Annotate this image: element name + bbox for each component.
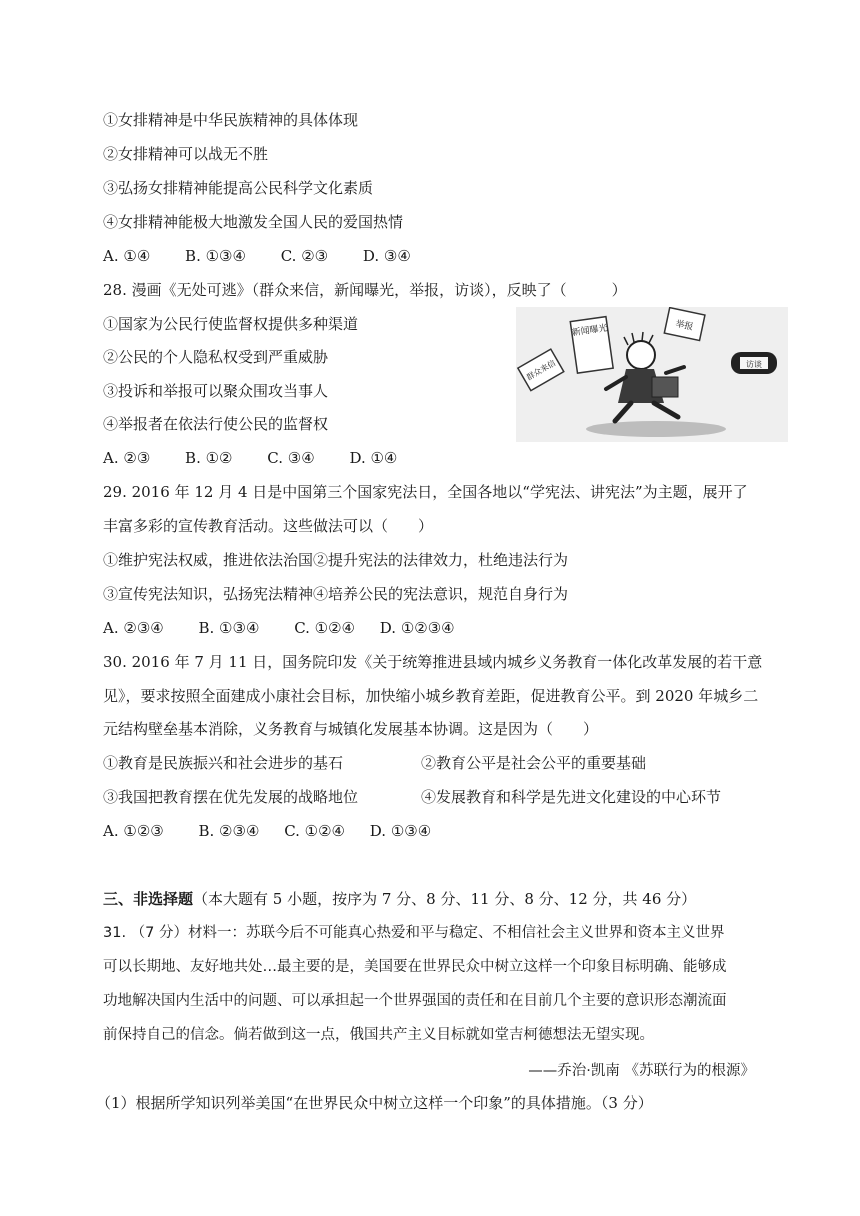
q27-option-c: C. ②③ xyxy=(280,247,329,265)
q28-item-2: ②公民的个人隐私权受到严重威胁 xyxy=(103,348,329,366)
q30-options xyxy=(103,821,461,841)
q27-option-b: B. ①③④ xyxy=(185,247,246,265)
q30-item-2: ②教育公平是社会公平的重要基础 xyxy=(421,754,647,772)
q29-stem-line-1: 29. 2016 年 12 月 4 日是中国第三个国家宪法日，全国各地以“学宪法、讲宪法”为主题，展开了 xyxy=(103,483,748,501)
q28-option-b: B. ①② xyxy=(185,449,233,467)
q30-item-3: ③我国把教育摆在优先发展的战略地位 xyxy=(103,788,359,806)
q28-options xyxy=(103,448,427,468)
q30-option-b: B. ②③④ xyxy=(198,822,260,840)
q29-stem-line-2: 丰富多彩的宣传教育活动。这些做法可以（ ） xyxy=(103,517,434,535)
q31-material-line-1: 31. （7 分）材料一：苏联今后不可能真心热爱和平与稳定、不相信社会主义世界和资本主义世界 xyxy=(103,925,725,941)
q29-option-c: C. ①②④ xyxy=(294,619,356,637)
q28-stem: 28. 漫画《无处可逃》（群众来信，新闻曝光，举报，访谈），反映了（ ） xyxy=(103,281,627,299)
cartoon-tag-report: 举报 xyxy=(674,319,695,333)
q27-item-1: ①女排精神是中华民族精神的具体体现 xyxy=(103,111,359,129)
q29-items-line-1: ①维护宪法权威，推进依法治国②提升宪法的法律效力，杜绝违法行为 xyxy=(103,551,569,569)
q31-source: ——乔治·凯南 《苏联行为的根源》 xyxy=(528,1063,755,1079)
q30-option-a: A. ①②③ xyxy=(103,822,164,840)
section-3-note: （本大题有 5 小题，按序为 7 分、8 分、11 分、8 分、12 分，共 46 分） xyxy=(193,890,697,908)
q28-item-4: ④举报者在依法行使公民的监督权 xyxy=(103,415,329,433)
q30-item-4: ④发展教育和科学是先进文化建设的中心环节 xyxy=(421,788,722,806)
section-3-heading xyxy=(103,889,696,909)
q30-option-d: D. ①③④ xyxy=(369,822,432,840)
q28-option-a: A. ②③ xyxy=(103,449,151,467)
q27-item-4: ④女排精神能极大地激发全国人民的爱国热情 xyxy=(103,213,404,231)
q27-options xyxy=(103,246,441,266)
q28-option-c: C. ③④ xyxy=(267,449,315,467)
q27-item-3: ③弘扬女排精神能提高公民科学文化素质 xyxy=(103,179,374,197)
cartoon-tag-news: 新闻曝光 xyxy=(571,323,609,339)
cartoon-drawing xyxy=(516,307,788,442)
section-3-title: 三、非选择题 xyxy=(103,890,194,908)
q27-option-d: D. ③④ xyxy=(362,247,411,265)
q30-item-1: ①教育是民族振兴和社会进步的基石 xyxy=(103,754,344,772)
q28-item-1: ①国家为公民行使监督权提供多种渠道 xyxy=(103,315,359,333)
q28-option-d: D. ①④ xyxy=(349,449,398,467)
cartoon-tag-letters: 群众来信 xyxy=(524,358,558,383)
q30-stem-line-2: 见》，要求按照全面建成小康社会目标，加快缩小城乡教育差距，促进教育公平。到 2020 年城乡二 xyxy=(103,687,759,705)
q30-stem-line-3: 元结构壁垒基本消除，义务教育与城镇化发展基本协调。这是因为（ ） xyxy=(103,720,599,738)
cartoon-tag-interview: 访谈 xyxy=(746,360,762,369)
q31-material-line-3: 功地解决国内生活中的问题、可以承担起一个世界强国的责任和在目前几个主要的意识形态潮流面 xyxy=(103,993,727,1009)
q29-option-a: A. ②③④ xyxy=(103,619,164,637)
q31-material-line-2: 可以长期地、友好地共处…最主要的是，美国要在世界民众中树立这样一个印象目标明确、能够成 xyxy=(103,959,727,975)
q28-item-3: ③投诉和举报可以聚众围攻当事人 xyxy=(103,382,329,400)
q29-items-line-2: ③宣传宪法知识，弘扬宪法精神④培养公民的宪法意识，规范自身行为 xyxy=(103,585,569,603)
q29-option-b: B. ①③④ xyxy=(198,619,260,637)
q27-option-a: A. ①④ xyxy=(103,247,151,265)
q30-stem-line-1: 30. 2016 年 7 月 11 日，国务院印发《关于统筹推进县域内城乡义务教育一体化改革发展的若干意 xyxy=(103,653,763,671)
q29-options xyxy=(103,618,485,638)
q30-option-c: C. ①②④ xyxy=(284,822,346,840)
cartoon-illustration xyxy=(516,307,788,442)
q27-item-2: ②女排精神可以战无不胜 xyxy=(103,145,269,163)
q29-option-d: D. ①②③④ xyxy=(379,619,455,637)
q31-subquestion-1: （1）根据所学知识列举美国“在世界民众中树立这样一个印象”的具体措施。（3 分） xyxy=(96,1094,653,1112)
q31-material-line-4: 前保持自己的信念。倘若做到这一点，俄国共产主义目标就如堂吉柯德想法无望实现。 xyxy=(103,1027,654,1043)
